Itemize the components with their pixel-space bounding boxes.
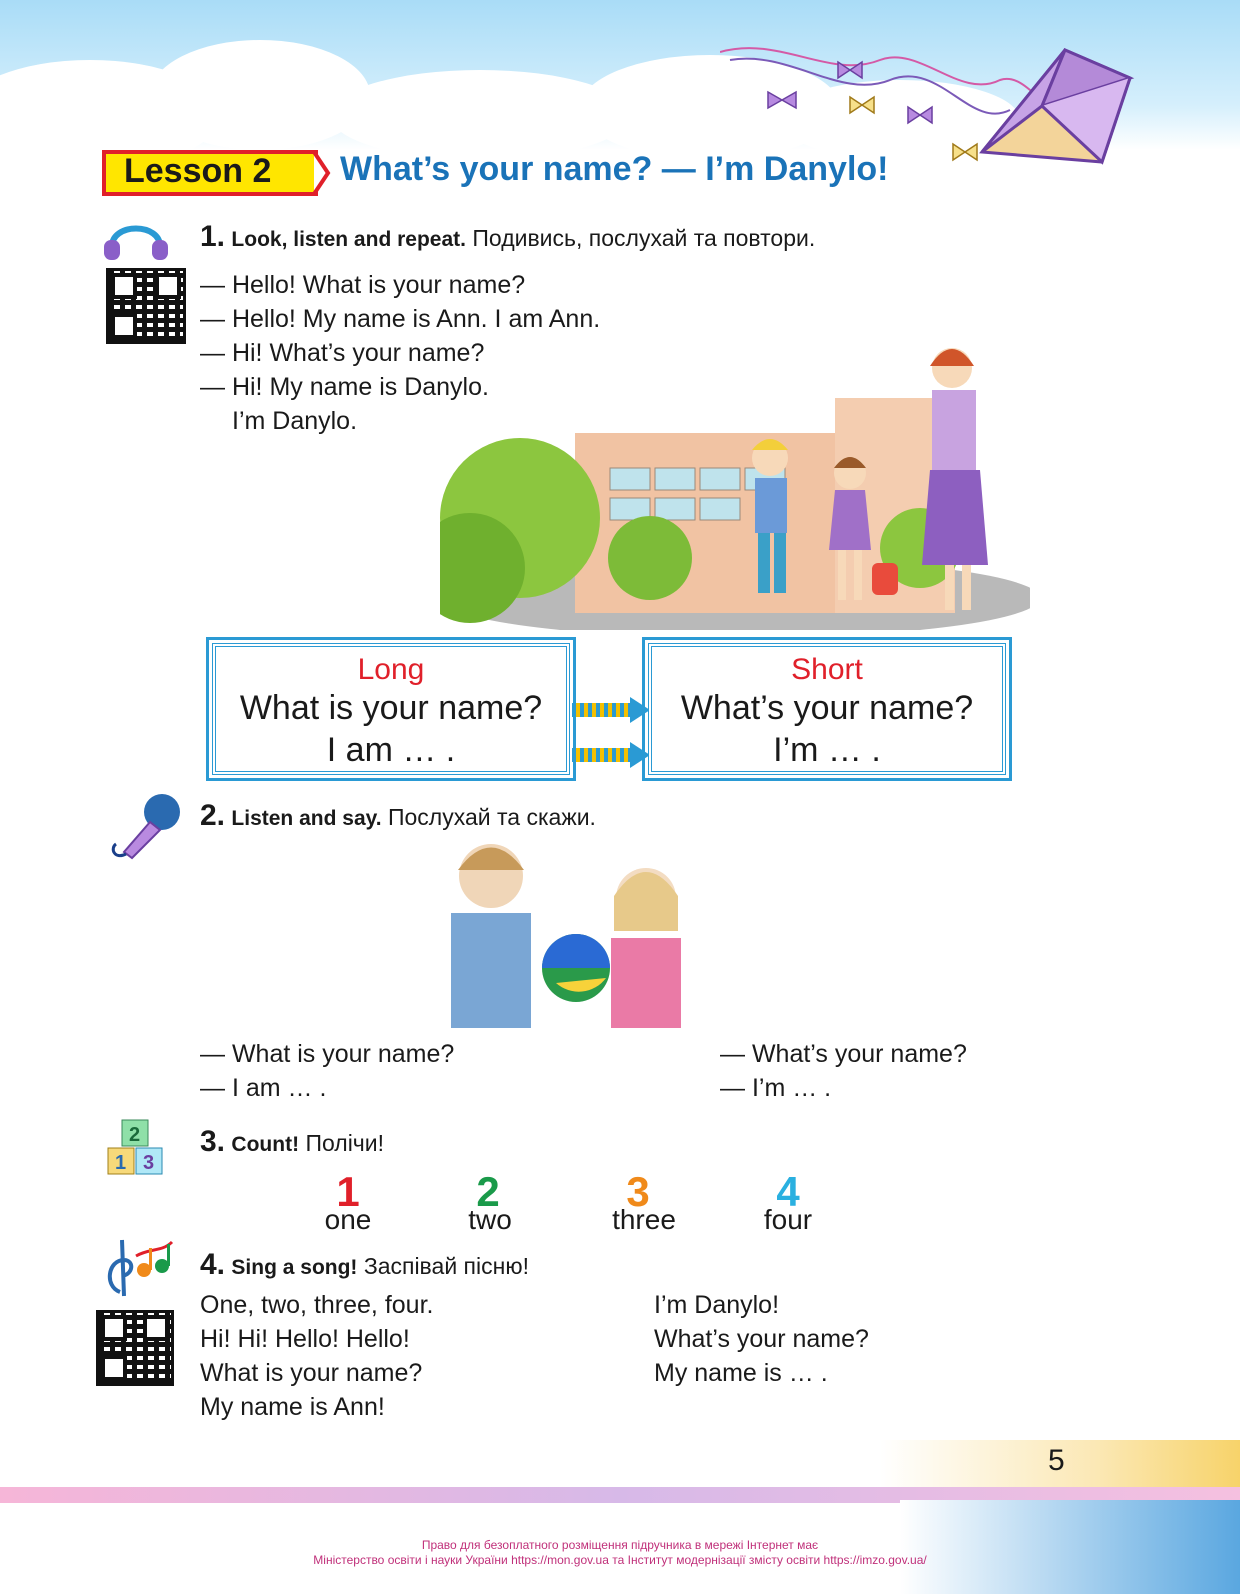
dialogue-line: — I am … . bbox=[200, 1074, 327, 1102]
task-instruction-ua: Полічи! bbox=[305, 1130, 385, 1156]
music-notes-icon bbox=[100, 1230, 176, 1300]
task-2-heading bbox=[200, 799, 596, 833]
song-line: One, two, three, four. bbox=[200, 1291, 434, 1319]
svg-text:2: 2 bbox=[129, 1124, 141, 1146]
microphone-icon bbox=[104, 790, 184, 868]
qr-code[interactable] bbox=[96, 1310, 174, 1386]
number-blocks-icon bbox=[104, 1118, 174, 1176]
long-answer: I am … . bbox=[326, 731, 456, 769]
long-question: What is your name? bbox=[239, 689, 543, 727]
task-number: 2. bbox=[200, 799, 226, 832]
school-scene-illustration bbox=[440, 338, 1030, 630]
task-instruction-en: Look, listen and repeat. bbox=[231, 228, 466, 251]
number-digit: 1 bbox=[336, 1168, 360, 1215]
dialogue-line: I’m Danylo. bbox=[232, 407, 358, 435]
task-number: 1. bbox=[200, 220, 226, 253]
number-word: four bbox=[763, 1204, 813, 1235]
task-4-heading bbox=[200, 1248, 529, 1282]
number-digit: 2 bbox=[476, 1168, 500, 1215]
short-question: What’s your name? bbox=[680, 689, 974, 727]
lesson-title: What’s your name? — I’m Danylo! bbox=[340, 150, 889, 188]
number-digit: 3 bbox=[626, 1168, 650, 1215]
number-word: one bbox=[324, 1204, 372, 1235]
cloud bbox=[150, 40, 370, 150]
arrowhead bbox=[630, 742, 650, 768]
song-line: Hi! Hi! Hello! Hello! bbox=[200, 1325, 410, 1353]
song-line: I’m Danylo! bbox=[654, 1291, 780, 1319]
short-label: Short bbox=[791, 653, 863, 686]
song-line: My name is Ann! bbox=[200, 1393, 385, 1421]
number-word: two bbox=[468, 1204, 512, 1235]
short-form-box bbox=[648, 643, 1006, 775]
task-instruction-ua: Заспівай пісню! bbox=[363, 1253, 529, 1279]
copyright-line-2: Міністерство освіти і науки України https://mon.gov.ua та Інститут модернізації змісту освіти https://imzo.gov.ua/ bbox=[313, 1553, 927, 1567]
task-instruction-en: Sing a song! bbox=[231, 1256, 358, 1279]
dialogue-line: — Hi! What’s your name? bbox=[200, 339, 485, 367]
svg-text:3: 3 bbox=[143, 1152, 155, 1174]
copyright-line-1: Право для безоплатного розміщення підручника в мережі Інтернет має bbox=[421, 1538, 819, 1552]
task-instruction-en: Listen and say. bbox=[231, 807, 382, 830]
arrow-right bbox=[572, 748, 632, 762]
task-number: 4. bbox=[200, 1248, 226, 1281]
dialogue-line: — Hello! My name is Ann. I am Ann. bbox=[200, 305, 601, 333]
long-label: Long bbox=[357, 653, 425, 686]
long-form-box bbox=[212, 643, 570, 775]
page-number: 5 bbox=[1048, 1444, 1065, 1477]
task-3-heading bbox=[200, 1125, 384, 1159]
dialogue-line: — Hi! My name is Danylo. bbox=[200, 373, 489, 401]
task-instruction-en: Count! bbox=[231, 1133, 300, 1156]
children-with-ball-photo bbox=[436, 838, 706, 1028]
song-line: My name is … . bbox=[654, 1359, 828, 1387]
arrowhead bbox=[630, 697, 650, 723]
short-answer: I’m … . bbox=[773, 731, 881, 769]
headphones-icon bbox=[100, 212, 172, 262]
qr-code[interactable] bbox=[106, 268, 186, 344]
lesson-number: Lesson 2 bbox=[124, 152, 272, 190]
task-number: 3. bbox=[200, 1125, 226, 1158]
number-digit: 4 bbox=[776, 1168, 800, 1215]
dialogue-line: — What is your name? bbox=[200, 1040, 455, 1068]
number-word: three bbox=[612, 1204, 676, 1235]
task-instruction-ua: Подивись, послухай та повтори. bbox=[472, 225, 816, 251]
song-line: What is your name? bbox=[200, 1359, 423, 1387]
song-line: What’s your name? bbox=[654, 1325, 869, 1353]
dialogue-line: — What’s your name? bbox=[720, 1040, 967, 1068]
dialogue-line: — Hello! What is your name? bbox=[200, 271, 526, 299]
task-1-heading bbox=[200, 220, 815, 254]
badge-arrow-tip bbox=[312, 150, 332, 196]
arrow-right bbox=[572, 703, 632, 717]
svg-text:1: 1 bbox=[115, 1152, 127, 1174]
dialogue-line: — I’m … . bbox=[720, 1074, 832, 1102]
task-instruction-ua: Послухай та скажи. bbox=[387, 804, 596, 830]
